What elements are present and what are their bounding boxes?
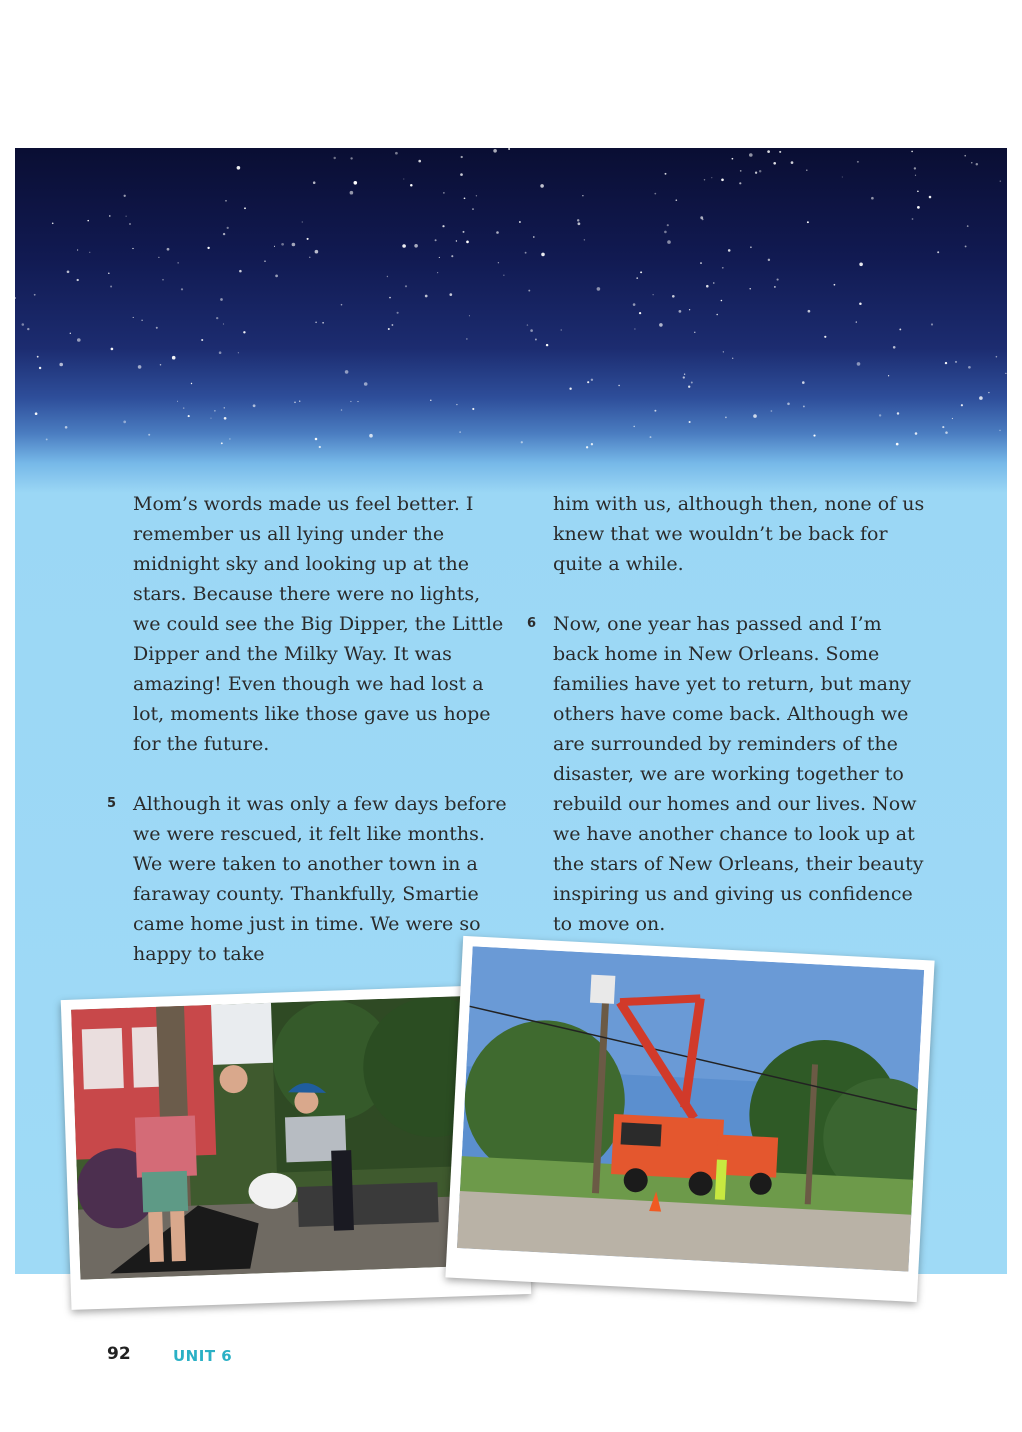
star <box>425 295 428 298</box>
star <box>281 243 284 246</box>
star <box>879 414 881 416</box>
star <box>443 192 444 193</box>
star <box>689 421 691 423</box>
star <box>225 200 227 202</box>
star <box>672 295 675 298</box>
star <box>389 297 391 299</box>
star <box>472 408 474 410</box>
paragraph-number: 6 <box>527 616 537 631</box>
star <box>223 233 225 235</box>
star <box>965 245 967 247</box>
star <box>915 175 916 176</box>
star <box>345 370 349 374</box>
star <box>968 366 971 369</box>
star <box>207 247 209 249</box>
star <box>414 244 418 248</box>
star <box>435 239 437 241</box>
star <box>461 156 463 158</box>
star <box>463 231 465 233</box>
star <box>227 227 229 229</box>
star <box>299 400 300 401</box>
star <box>634 328 635 329</box>
star <box>700 262 702 264</box>
star <box>369 434 373 438</box>
star <box>220 298 223 301</box>
star <box>89 252 90 253</box>
star <box>721 300 723 302</box>
star <box>732 358 733 359</box>
star <box>405 285 407 287</box>
star <box>496 231 499 234</box>
star <box>77 249 78 250</box>
star <box>472 208 473 209</box>
star <box>871 197 874 200</box>
star <box>65 426 68 429</box>
star <box>767 150 770 153</box>
star <box>158 257 159 258</box>
star <box>521 441 523 443</box>
star <box>442 225 444 227</box>
star <box>519 221 521 223</box>
star <box>46 438 48 440</box>
star <box>803 405 805 407</box>
star <box>541 253 545 257</box>
star <box>640 271 642 273</box>
star <box>813 435 815 437</box>
star <box>771 410 773 412</box>
star <box>224 417 227 420</box>
star <box>350 401 351 402</box>
star <box>460 173 463 176</box>
star <box>503 275 504 276</box>
star <box>22 323 25 326</box>
star <box>577 219 579 221</box>
paragraph-number: 5 <box>107 796 117 811</box>
star <box>37 356 39 358</box>
star <box>528 290 530 292</box>
star <box>108 272 110 274</box>
star <box>110 286 112 288</box>
star <box>961 404 963 406</box>
star <box>210 418 211 419</box>
star <box>387 276 388 277</box>
star <box>755 172 757 174</box>
star <box>313 181 316 184</box>
star <box>706 285 709 288</box>
star <box>243 331 245 333</box>
star <box>897 412 899 414</box>
star <box>307 238 309 240</box>
star <box>842 176 843 177</box>
star <box>888 375 889 376</box>
star <box>148 434 150 436</box>
star <box>728 249 731 252</box>
star <box>683 376 685 378</box>
star <box>582 195 583 196</box>
star <box>694 332 695 333</box>
star <box>911 151 913 153</box>
star <box>59 363 63 367</box>
star <box>333 157 335 159</box>
star <box>354 181 358 185</box>
star <box>722 267 724 269</box>
star <box>229 438 230 439</box>
star <box>493 149 497 153</box>
star <box>224 407 225 408</box>
star <box>177 401 178 402</box>
star <box>219 351 222 354</box>
star <box>191 383 192 384</box>
star <box>201 339 203 341</box>
star <box>437 272 438 273</box>
star <box>917 206 920 209</box>
star <box>476 195 477 196</box>
star <box>942 426 944 428</box>
star <box>834 284 836 286</box>
star <box>937 251 939 253</box>
star <box>508 148 510 150</box>
star <box>654 193 656 195</box>
star <box>711 177 712 178</box>
paragraph <box>107 789 513 969</box>
star <box>749 153 753 157</box>
star <box>759 170 761 172</box>
star <box>309 257 310 258</box>
star <box>70 333 71 334</box>
star <box>160 364 162 366</box>
star <box>15 297 16 299</box>
star <box>688 386 690 388</box>
star <box>459 431 460 432</box>
star <box>350 157 352 159</box>
star <box>133 317 134 318</box>
star <box>239 270 242 273</box>
star <box>806 169 807 170</box>
paragraph-text: Now, one year has passed and I’m back home in New Orleans. Some families have yet to return, but many others have come back. Although we are surrounded by reminders of the disaster, we are working together to rebuild our homes and our lives. Now we have another chance to look up at the stars of New Orleans, their beauty inspiring us and giving us confidence to move on. <box>553 613 924 935</box>
star <box>410 184 413 187</box>
star <box>665 173 667 175</box>
star <box>162 279 164 281</box>
star <box>456 240 457 241</box>
star <box>945 362 947 364</box>
star <box>721 178 724 181</box>
star <box>244 207 246 209</box>
star <box>364 382 368 386</box>
star <box>357 401 358 402</box>
star <box>430 400 431 401</box>
star <box>779 151 781 153</box>
star <box>976 163 978 165</box>
star <box>750 246 752 248</box>
star <box>676 199 678 201</box>
star <box>824 336 826 338</box>
star <box>899 328 901 330</box>
star <box>653 294 654 295</box>
star <box>679 310 682 313</box>
star <box>264 260 266 262</box>
star <box>77 338 81 342</box>
star <box>787 403 790 406</box>
star <box>618 385 619 386</box>
star <box>238 352 239 353</box>
star <box>188 415 190 417</box>
utility-repair-photo-image <box>457 946 924 1271</box>
star <box>591 443 593 445</box>
star <box>546 344 548 346</box>
star <box>341 304 343 306</box>
star <box>533 236 535 238</box>
star <box>34 294 36 296</box>
star <box>183 407 184 408</box>
star <box>716 314 718 316</box>
star <box>322 322 324 324</box>
star <box>418 160 421 163</box>
star <box>456 404 457 405</box>
star <box>39 367 41 369</box>
star <box>713 282 714 283</box>
star <box>723 351 724 352</box>
star <box>753 414 757 418</box>
paragraph-text: him with us, although then, none of us knew that we wouldn’t be back for quite a while. <box>553 493 925 575</box>
utility-repair-photo <box>445 936 934 1302</box>
star <box>525 252 527 254</box>
star <box>391 324 393 326</box>
star <box>237 166 241 170</box>
star <box>77 279 79 281</box>
star <box>639 312 641 314</box>
star <box>223 323 224 324</box>
star <box>857 362 861 366</box>
star <box>857 161 859 163</box>
star <box>178 262 179 263</box>
star <box>945 431 948 434</box>
star <box>527 324 528 325</box>
star <box>439 257 440 258</box>
star <box>172 356 176 360</box>
star <box>35 412 38 415</box>
star <box>578 222 581 225</box>
star <box>667 240 671 244</box>
star <box>397 312 399 314</box>
star <box>341 409 343 411</box>
starfield-image <box>15 148 1007 468</box>
paragraph <box>527 609 933 939</box>
paragraph-text: Mom’s words made us feel better. I remember us all lying under the midnight sky and looking up at the stars. Because there were no lights, we could see the Big Dipper, the Little Dipper and the Milky Way. It was amazing! Even though we had lost a lot, moments like those gave us hope for the future. <box>133 493 504 755</box>
star <box>691 382 693 384</box>
star <box>802 381 805 384</box>
star <box>893 346 896 349</box>
unit-label: UNIT 6 <box>173 1347 233 1365</box>
star <box>451 255 453 257</box>
star <box>141 320 142 321</box>
star <box>221 442 223 444</box>
star <box>856 321 857 322</box>
star <box>138 365 142 369</box>
star <box>964 155 966 157</box>
paragraph <box>133 489 513 759</box>
star <box>27 328 29 330</box>
star <box>591 379 593 381</box>
star <box>929 196 932 199</box>
star <box>167 248 170 251</box>
star <box>684 374 685 375</box>
star <box>540 184 544 188</box>
star <box>109 215 110 216</box>
star <box>67 270 70 273</box>
paragraph <box>553 489 933 579</box>
star <box>402 244 406 248</box>
right-text-column <box>527 489 933 969</box>
star <box>955 361 957 363</box>
star <box>530 329 533 332</box>
star <box>988 392 989 393</box>
star <box>912 218 914 220</box>
star <box>774 286 776 288</box>
star <box>466 338 467 339</box>
star <box>931 323 933 325</box>
star <box>689 309 690 310</box>
star <box>650 436 652 438</box>
star <box>132 248 133 249</box>
star <box>967 225 969 227</box>
star <box>586 446 588 448</box>
star <box>302 221 303 222</box>
star <box>124 195 126 197</box>
star <box>952 418 953 419</box>
star <box>999 430 1001 432</box>
star <box>275 275 278 278</box>
star <box>498 262 499 263</box>
star <box>659 323 663 327</box>
star <box>469 315 470 316</box>
star <box>914 167 916 169</box>
star <box>725 416 727 418</box>
star <box>569 388 571 390</box>
star <box>214 410 215 411</box>
star <box>587 381 589 383</box>
star <box>126 216 127 217</box>
star <box>859 263 863 267</box>
star <box>633 426 635 428</box>
star <box>156 327 158 329</box>
star <box>979 396 983 400</box>
star <box>561 329 562 330</box>
star <box>449 293 452 296</box>
star <box>896 443 899 446</box>
star <box>739 182 741 184</box>
star <box>808 310 811 313</box>
star <box>123 421 126 424</box>
star <box>971 162 972 163</box>
star <box>388 328 390 330</box>
star <box>667 224 669 226</box>
star <box>111 348 114 351</box>
star <box>395 152 398 155</box>
left-text-column <box>107 489 513 999</box>
star <box>859 302 862 305</box>
star <box>181 288 183 290</box>
star <box>466 241 469 244</box>
paragraph-text: Although it was only a few days before we were rescued, it felt like months. We were taken to another town in a faraway county. Thankfully, Smartie came home just in time. We were so happy to take <box>133 793 507 965</box>
star <box>350 191 354 195</box>
star <box>702 218 704 220</box>
star <box>129 223 131 225</box>
star <box>749 288 750 289</box>
star <box>654 410 656 412</box>
star <box>253 404 256 407</box>
star <box>315 250 319 254</box>
star <box>633 303 636 306</box>
star <box>292 243 296 247</box>
star <box>915 432 918 435</box>
page-number: 92 <box>107 1344 131 1364</box>
star <box>740 170 742 172</box>
star <box>704 179 705 180</box>
star <box>464 197 466 199</box>
star <box>1000 181 1001 182</box>
star <box>319 446 321 448</box>
star <box>315 321 317 323</box>
star <box>584 239 585 240</box>
star <box>732 158 734 160</box>
star <box>636 277 638 279</box>
star <box>52 222 54 224</box>
star <box>917 190 919 192</box>
star <box>294 401 296 403</box>
star <box>403 178 404 179</box>
star <box>274 246 275 247</box>
star <box>664 231 667 234</box>
star <box>535 339 537 341</box>
star <box>87 220 89 222</box>
star <box>597 287 601 291</box>
star <box>996 356 998 358</box>
star <box>315 438 318 441</box>
star <box>1005 373 1006 374</box>
star <box>773 162 776 165</box>
star <box>791 161 794 164</box>
star <box>216 317 218 319</box>
star <box>807 221 809 223</box>
star <box>768 259 770 261</box>
star <box>777 279 779 281</box>
